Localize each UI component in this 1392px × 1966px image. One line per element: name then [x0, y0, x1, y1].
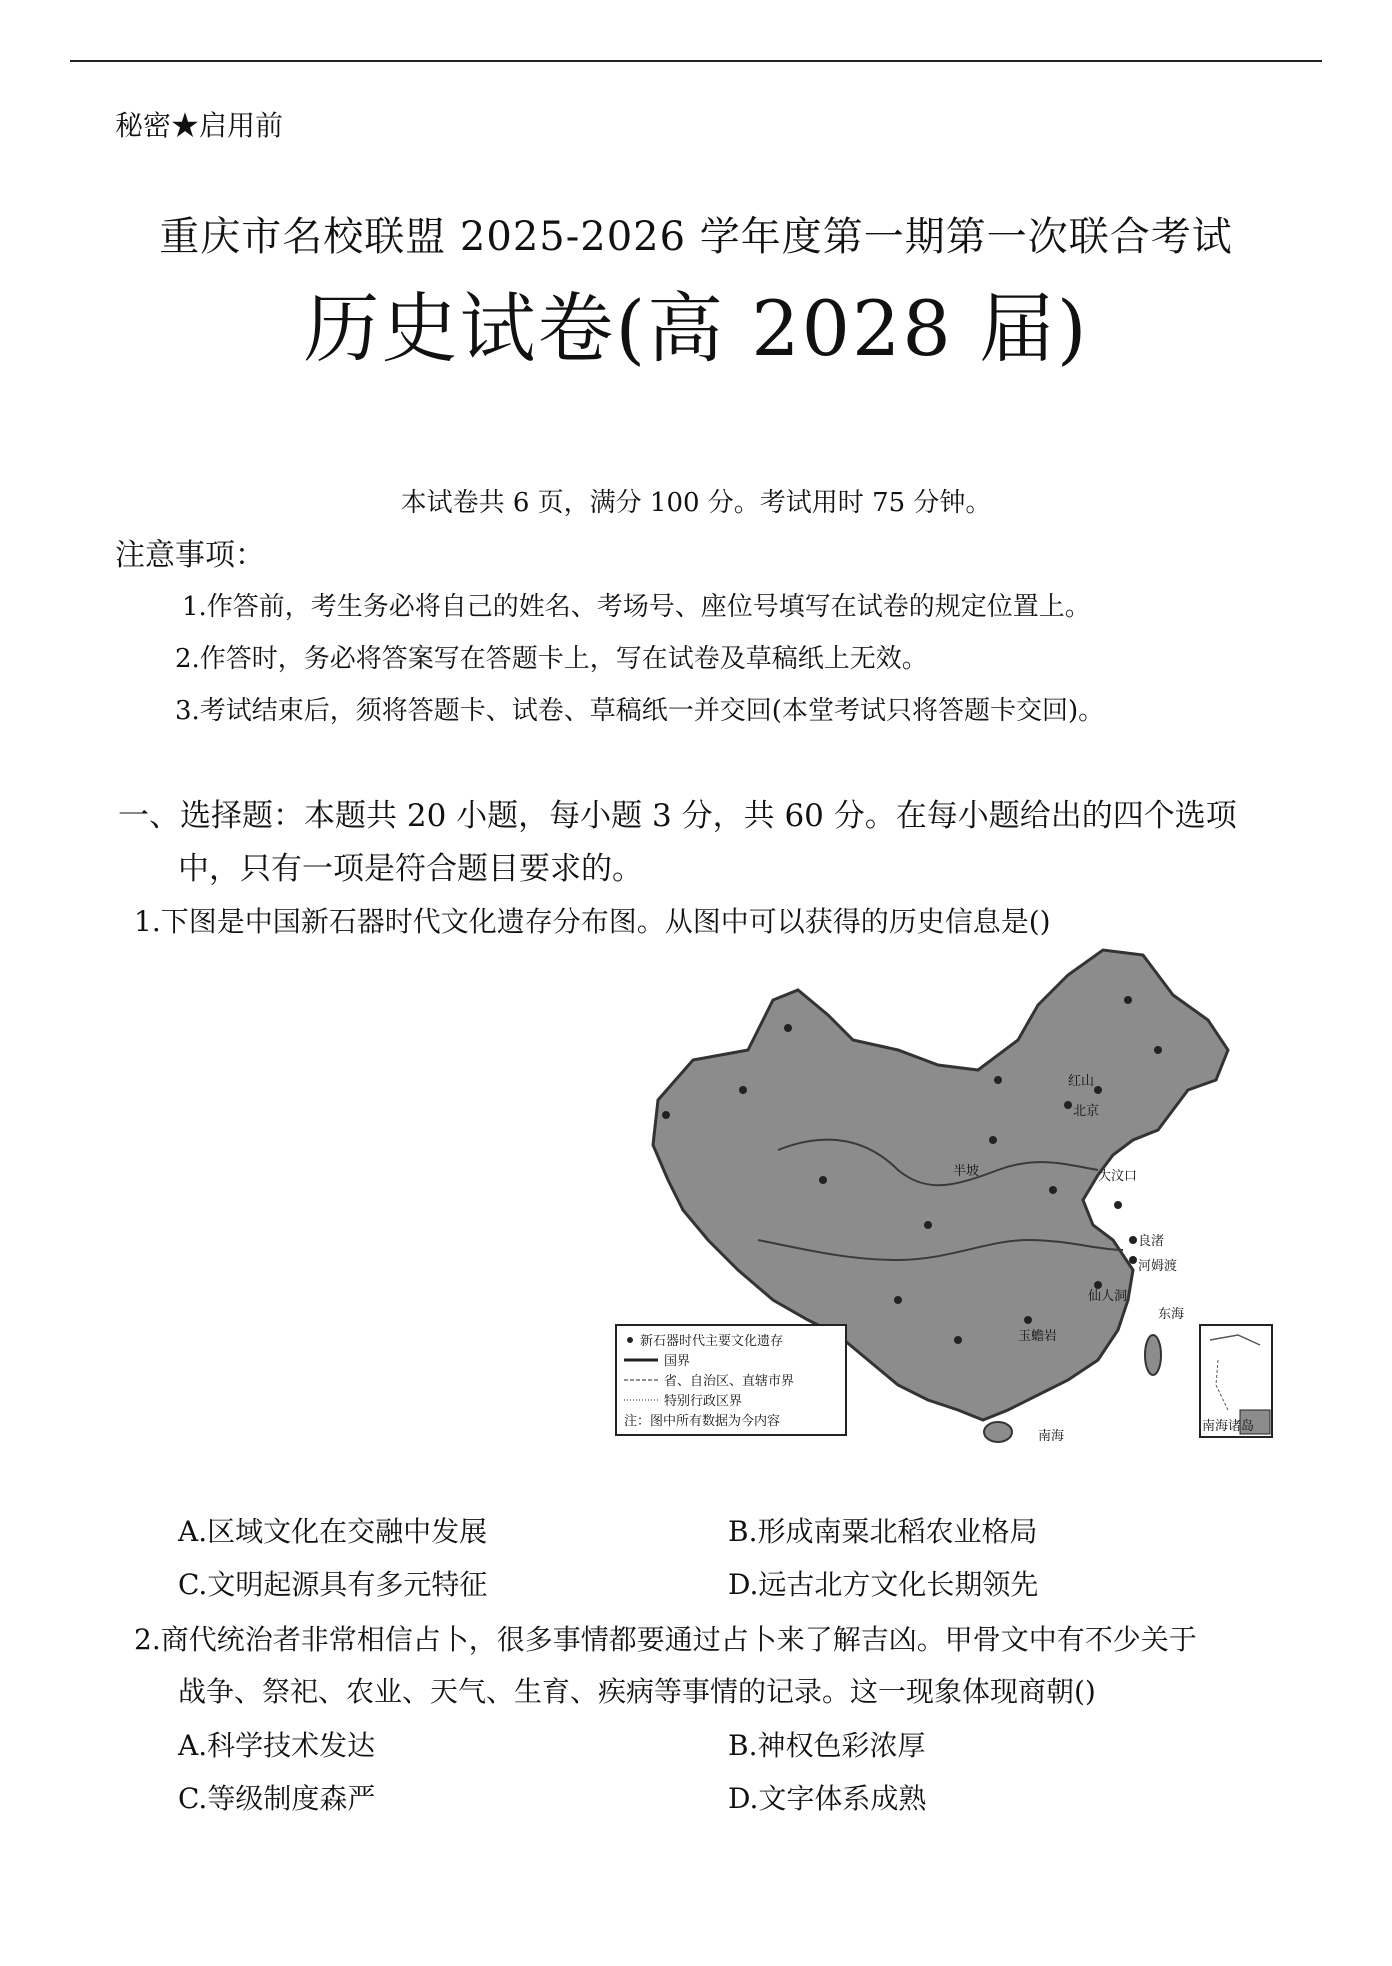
map-label-yuchanyan: 玉蟾岩 [1018, 1329, 1058, 1344]
legend-item: 省、自治区、直辖市界 [664, 1374, 795, 1389]
section-heading: 一、选择题：本题共 20 小题，每小题 3 分，共 60 分。在每小题给出的四个选项 [118, 798, 1237, 834]
q2-option-c: C.等级制度森严 [178, 1782, 376, 1815]
question-2-stem-cont: 战争、祭祀、农业、天气、生育、疾病等事情的记录。这一现象体现商朝() [178, 1675, 1096, 1708]
legend-note: 注：图中所有数据为今内容 [624, 1414, 781, 1429]
map-legend [616, 1325, 846, 1435]
map-label-liangzhu: 良渚 [1138, 1234, 1165, 1249]
question-1-stem: 1.下图是中国新石器时代文化遗存分布图。从图中可以获得的历史信息是() [134, 905, 1051, 938]
map-hainan [984, 1422, 1012, 1442]
map-label-xianrendong: 仙人洞 [1088, 1289, 1128, 1304]
q2-option-d: D.文字体系成熟 [728, 1782, 927, 1815]
map-label-banpo: 半坡 [953, 1164, 980, 1179]
map-label-south-sea: 南海 [1038, 1429, 1065, 1444]
map-label-east-sea: 东海 [1158, 1307, 1185, 1322]
q2-option-a: A.科学技术发达 [178, 1729, 376, 1762]
notice-item: 3.考试结束后，须将答题卡、试卷、草稿纸一并交回(本堂考试只将答题卡交回)。 [175, 696, 1105, 726]
exam-subtitle: 重庆市名校联盟 2025-2026 学年度第一期第一次联合考试 [159, 214, 1233, 260]
q1-option-c: C.文明起源具有多元特征 [178, 1568, 488, 1601]
notice-item: 1.作答前，考生务必将自己的姓名、考场号、座位号填写在试卷的规定位置上。 [182, 592, 1091, 622]
map-label-hongshan: 红山 [1068, 1074, 1095, 1089]
q2-option-b: B.神权色彩浓厚 [728, 1729, 926, 1762]
notice-item: 2.作答时，务必将答案写在答题卡上，写在试卷及草稿纸上无效。 [175, 644, 928, 674]
inset-label: 南海诸岛 [1202, 1419, 1255, 1434]
exam-info: 本试卷共 6 页，满分 100 分。考试用时 75 分钟。 [400, 488, 992, 518]
q1-option-a: A.区域文化在交融中发展 [178, 1515, 488, 1548]
legend-item: 国界 [664, 1354, 691, 1369]
section-heading-cont: 中，只有一项是符合题目要求的。 [178, 851, 643, 887]
legend-item: 特别行政区界 [664, 1394, 743, 1409]
notice-heading: 注意事项： [115, 538, 265, 573]
confidential-label: 秘密★启用前 [115, 109, 284, 142]
map-label-dawenkou: 大汶口 [1098, 1169, 1138, 1184]
neolithic-map [598, 940, 1278, 1500]
map-label-hemudu: 河姆渡 [1138, 1259, 1178, 1274]
top-rule [70, 60, 1322, 62]
q1-option-d: D.远古北方文化长期领先 [728, 1568, 1039, 1601]
legend-item: 新石器时代主要文化遗存 [640, 1334, 784, 1349]
map-label-beijing: 北京 [1073, 1104, 1100, 1119]
q1-option-b: B.形成南粟北稻农业格局 [728, 1515, 1038, 1548]
map-taiwan [1145, 1335, 1161, 1375]
south-china-sea-inset [1200, 1325, 1272, 1437]
question-2-stem: 2.商代统治者非常相信占卜，很多事情都要通过占卜来了解吉凶。甲骨文中有不少关于 [134, 1623, 1197, 1656]
exam-title: 历史试卷(高 2028 届) [303, 284, 1089, 373]
